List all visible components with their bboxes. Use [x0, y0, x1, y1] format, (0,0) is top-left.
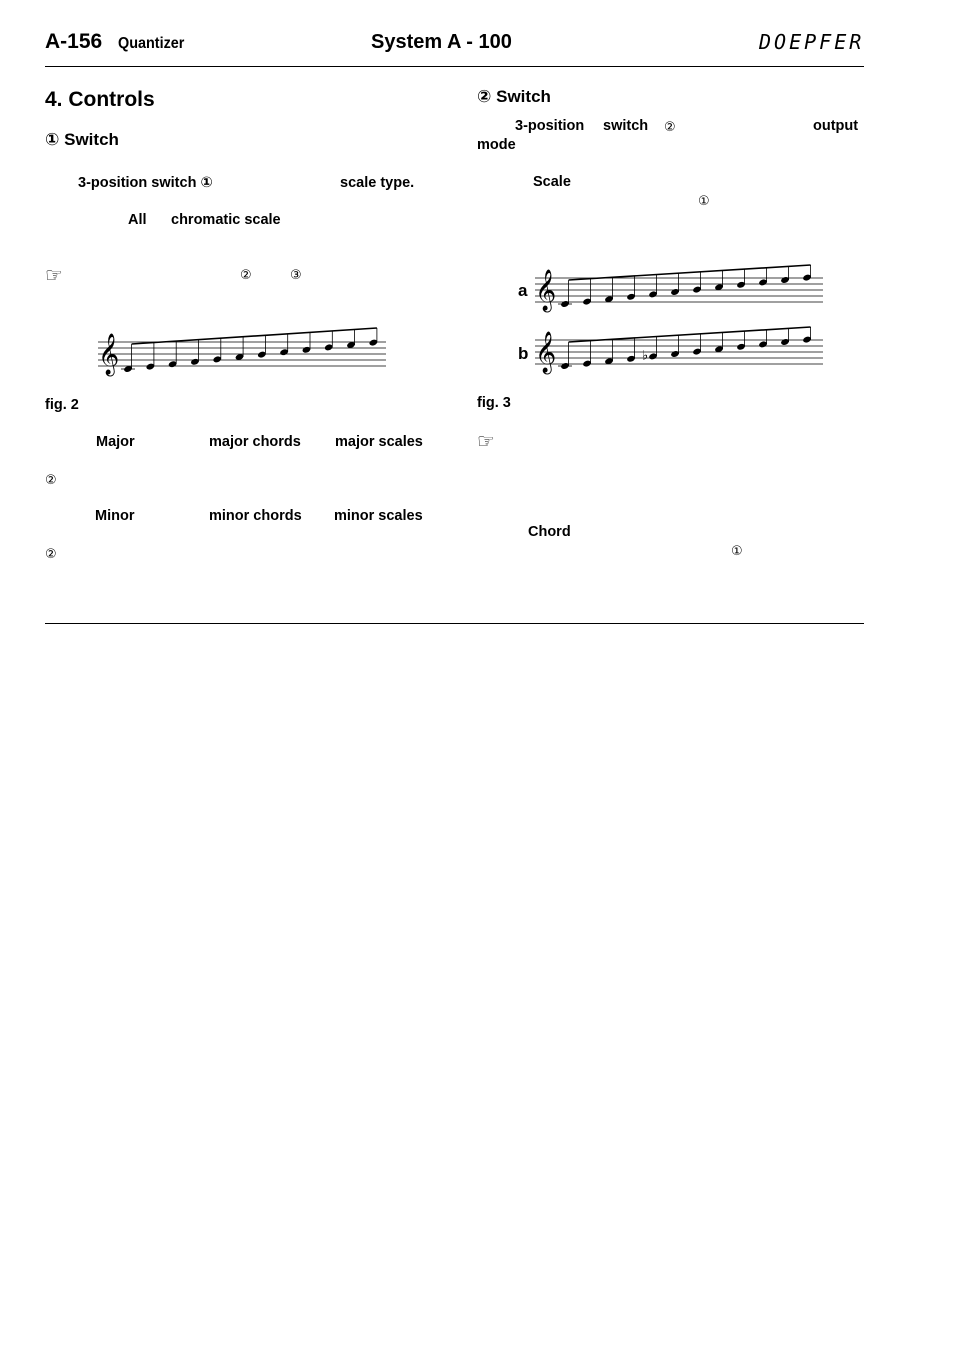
brand-logo: DOEPFER	[759, 30, 865, 54]
stave-b-label: b	[518, 344, 529, 363]
minor-scales: minor scales	[334, 508, 423, 524]
ref-2: ②	[240, 267, 252, 282]
switch2-word: switch	[603, 118, 649, 134]
stave-a-label: a	[518, 281, 528, 300]
ref-3: ③	[290, 267, 302, 282]
minor-label: Minor	[95, 508, 135, 524]
switch1-heading: ① Switch	[45, 130, 119, 149]
scale-label: Scale	[533, 174, 571, 190]
treble-clef-icon: 𝄞	[535, 332, 557, 373]
major-chords: major chords	[209, 434, 301, 450]
chord-label: Chord	[528, 524, 571, 540]
fig3-caption: fig. 3	[477, 395, 511, 411]
system-title: System A - 100	[371, 31, 512, 53]
major-label: Major	[96, 434, 135, 450]
switch2-ref: ②	[664, 119, 676, 134]
pointing-hand-icon: ☞	[45, 265, 63, 287]
output-word: output	[813, 118, 859, 134]
scale-ref: ①	[698, 193, 710, 208]
module-name: Quantizer	[118, 35, 185, 52]
section-title: 4. Controls	[45, 88, 155, 111]
fig3-stave-b	[535, 324, 825, 374]
pointing-hand-icon: ☞	[477, 431, 495, 453]
mode-word: mode	[477, 137, 516, 153]
switch2-text: 3-position	[515, 118, 585, 134]
minor-chords: minor chords	[209, 508, 302, 524]
chord-ref: ①	[731, 543, 743, 558]
scale-type-text: scale type.	[340, 175, 415, 191]
footer-rule	[45, 623, 864, 624]
major-ref: ②	[45, 472, 57, 487]
fig2-caption: fig. 2	[45, 397, 79, 413]
treble-clef-icon: 𝄞	[98, 334, 120, 375]
chromatic-label: chromatic scale	[171, 212, 281, 228]
module-number: A-156	[45, 30, 103, 53]
fig2-stave	[98, 322, 388, 374]
fig3-stave-a	[535, 262, 825, 312]
switch2-heading: ② Switch	[477, 87, 551, 106]
treble-clef-icon: 𝄞	[535, 270, 557, 311]
minor-ref: ②	[45, 546, 57, 561]
major-scales: major scales	[335, 434, 423, 450]
header-rule	[45, 66, 864, 67]
all-label: All	[128, 212, 147, 228]
flat-icon: ♭	[642, 348, 649, 364]
switch1-text: 3-position switch ①	[78, 175, 213, 191]
